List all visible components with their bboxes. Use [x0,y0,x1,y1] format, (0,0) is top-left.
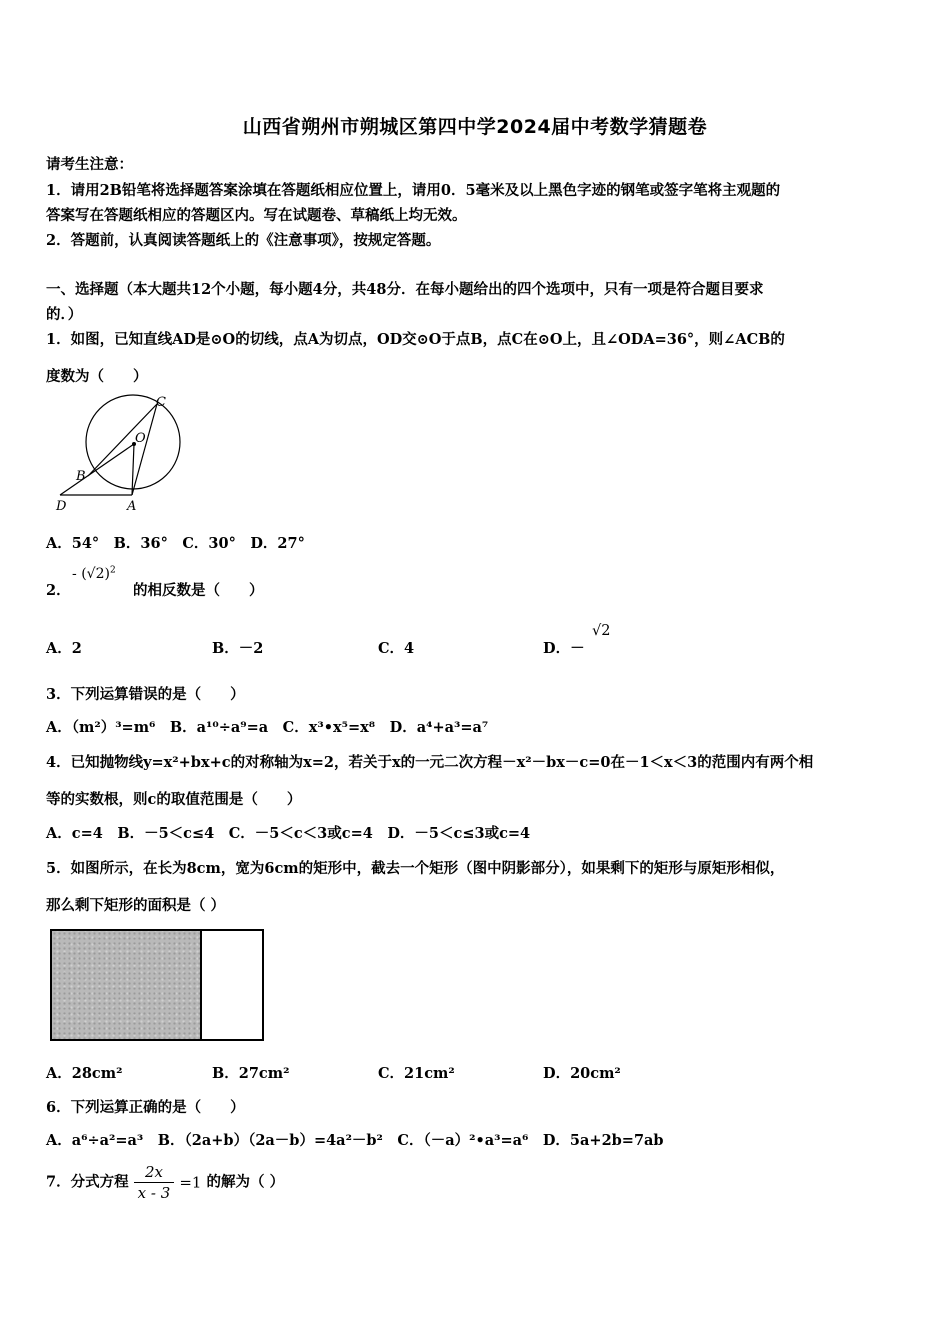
question-2-stem: 的相反数是（ ） [133,582,264,599]
label-b: B [76,469,86,484]
question-4-stem: 4．已知抛物线y=x²+bx+c的对称轴为x=2，若关于x的一元二次方程－x²－bx－c=0在－1＜x＜3的范围内有两个相 [46,754,814,771]
notice-heading: 请考生注意： [46,156,133,173]
question-5-stem-cont: 那么剩下矩形的面积是（ ） [46,897,226,914]
question-2-number: 2． [46,582,71,599]
page-title: 山西省朔州市朔城区第四中学2024届中考数学猜题卷 [242,116,708,138]
question-1-figure [50,392,190,514]
label-d: D [56,499,67,514]
question-5-option-d: D．20cm² [543,1065,621,1082]
fraction [134,1162,175,1203]
question-6-options: A．a⁶÷a²=a³ B．（2a+b）（2a－b）=4a²－b² C．（－a）²•a³=a⁶ D．5a+2b=7ab [46,1132,664,1149]
question-7-stem [46,1162,284,1203]
fraction-denominator: x - 3 [137,1184,171,1202]
question-1-stem-cont: 度数为（ ） [46,368,148,385]
fraction-rhs: =1 [179,1173,202,1192]
question-2-option-d-root: √2 [592,623,611,639]
question-4-stem-cont: 等的实数根，则c的取值范围是（ ） [46,791,302,808]
question-1-stem: 1．如图，已知直线AD是⊙O的切线，点A为切点，OD交⊙O于点B，点C在⊙O上，且∠ODA=36°，则∠ACB的 [46,331,785,348]
question-2-option-a: A．2 [46,640,82,657]
expr-minus: - [72,566,77,582]
question-5-option-a: A．28cm² [46,1065,123,1082]
question-5-stem: 5．如图所示，在长为8cm，宽为6cm的矩形中，截去一个矩形（图中阴影部分），如果剩下的矩形与原矩形相似， [46,860,785,877]
section-heading: 一、选择题（本大题共12个小题，每小题4分，共48分．在每小题给出的四个选项中，只有一项是符合题目要求 [46,281,764,298]
question-3-options: A．（m²）³=m⁶ B．a¹⁰÷a⁹=a C．x³•x⁵=x⁸ D．a⁴+a³=a⁷ [46,719,489,736]
question-7-prefix: 7．分式方程 [46,1173,129,1191]
question-5-option-b: B．27cm² [212,1065,290,1082]
question-2-option-b: B．－2 [212,640,264,657]
shaded-region [52,931,202,1039]
question-5-rectangle [50,929,264,1041]
question-1-options: A．54° B．36° C．30° D．27° [46,535,305,552]
question-2-option-c: C．4 [378,640,415,657]
section-heading-cont: 的．） [46,306,83,323]
notice-item-1-cont: 答案写在答题纸相应的答题区内。写在试题卷、草稿纸上均无效。 [46,207,467,224]
label-a: A [127,499,137,514]
notice-item-1: 1．请用2B铅笔将选择题答案涂填在答题纸相应位置上，请用0．5毫米及以上黑色字迹的钢笔或签字笔将主观题的 [46,182,781,199]
question-2-expression [72,566,116,582]
expr-paren-open: ( [81,566,87,582]
question-3-stem: 3．下列运算错误的是（ ） [46,686,245,703]
expr-root: √2 [86,566,105,582]
question-7-suffix: 的解为（ ） [206,1173,285,1191]
notice-item-2: 2．答题前，认真阅读答题纸上的《注意事项》，按规定答题。 [46,232,441,249]
expr-exponent: 2 [109,565,116,576]
question-2-option-d: D．－ [543,640,585,657]
question-5-option-c: C．21cm² [378,1065,455,1082]
question-6-stem: 6．下列运算正确的是（ ） [46,1099,245,1116]
label-c: C [156,395,166,410]
expr-paren-close: ) [104,566,110,582]
label-o: O [135,431,146,446]
fraction-numerator: 2x [134,1162,175,1183]
question-4-options: A．c=4 B．－5＜c≤4 C．－5＜c＜3或c=4 D．－5＜c≤3或c=4 [46,825,531,842]
